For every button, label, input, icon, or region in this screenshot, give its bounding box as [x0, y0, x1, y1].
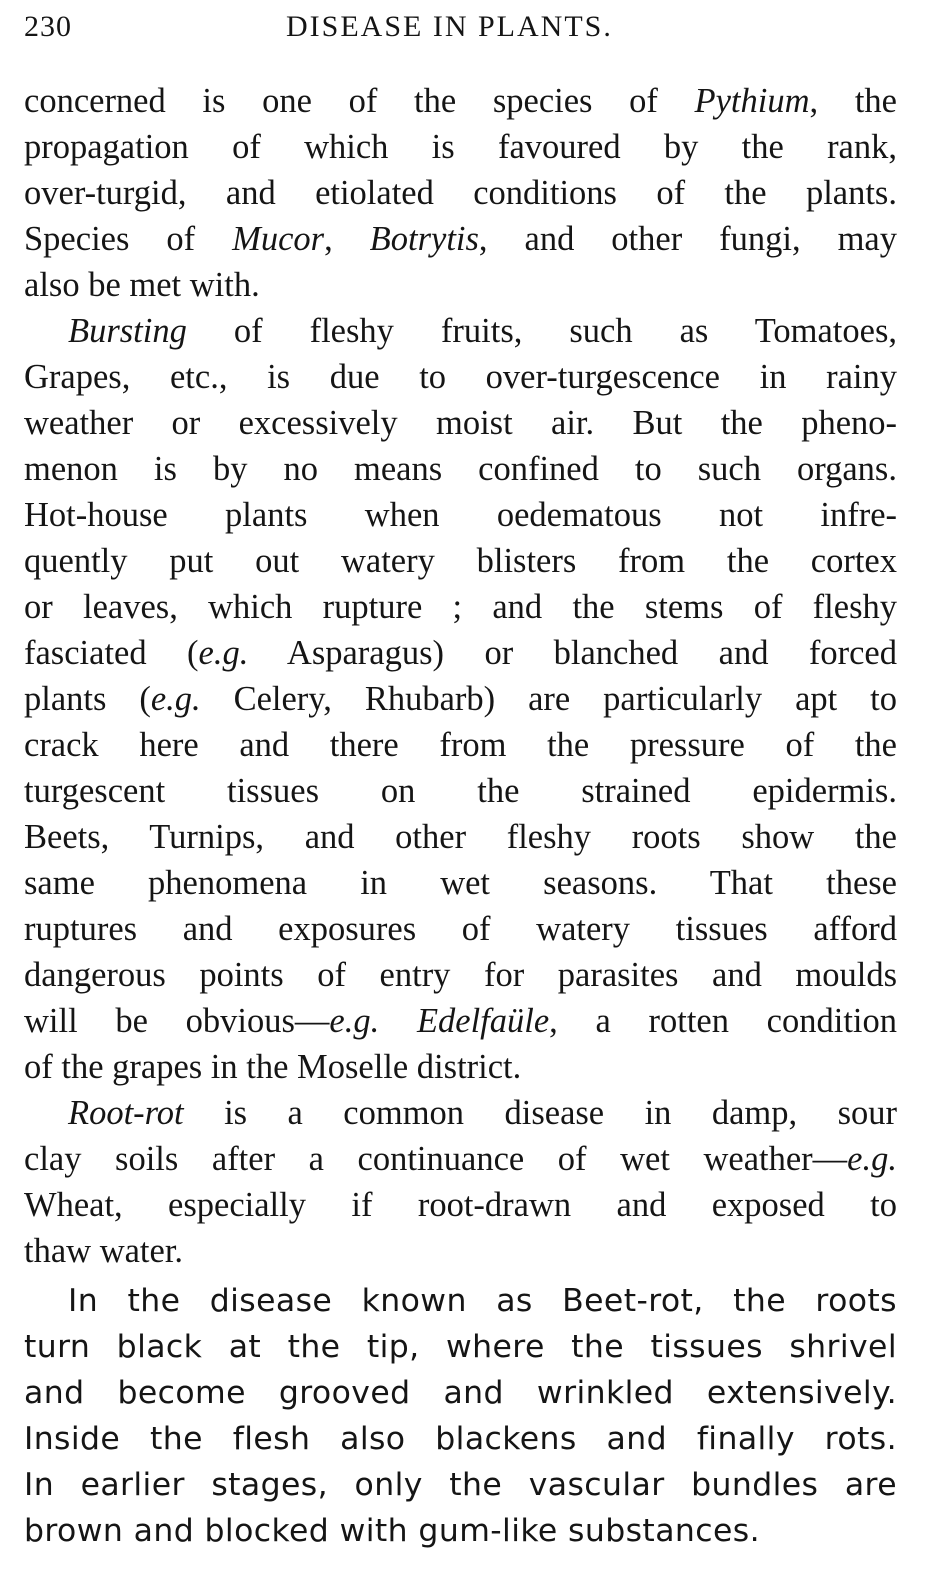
- text-run: , a rotten condition: [549, 1002, 897, 1040]
- text-line: [24, 1324, 897, 1370]
- text-run: or leaves, which rupture ; and the stems of fleshy: [24, 588, 897, 626]
- text-run: Inside the flesh also blackens and finally rots.: [24, 1421, 897, 1457]
- text-line: [24, 1278, 897, 1324]
- text-run: , the: [809, 82, 897, 120]
- text-line: [24, 998, 897, 1044]
- text-run: weather or excessively moist air. But the pheno-: [24, 404, 897, 442]
- text-line: [24, 952, 897, 998]
- text-line: [24, 1370, 897, 1416]
- text-line: [24, 630, 897, 676]
- text-run: Hot-house plants when oedematous not infre-: [24, 496, 897, 534]
- text-run: clay soils after a continuance of wet weather—: [24, 1140, 848, 1178]
- text-run: also be met with.: [24, 266, 260, 304]
- text-line: [24, 860, 897, 906]
- text-line: [24, 262, 897, 308]
- text-run: will be obvious—: [24, 1002, 330, 1040]
- page-header: [24, 10, 901, 50]
- text-run: ,: [324, 220, 370, 258]
- text-run: turgescent tissues on the strained epidermis.: [24, 772, 897, 810]
- text-run: Asparagus) or blanched and forced: [248, 634, 897, 672]
- text-run: fasciated (: [24, 634, 199, 672]
- text-line: [24, 354, 897, 400]
- text-line: [24, 124, 897, 170]
- text-run: same phenomena in wet seasons. That these: [24, 864, 897, 902]
- text-line: [24, 1228, 897, 1274]
- text-run: concerned is one of the species of: [24, 82, 695, 120]
- text-run: of the grapes in the Moselle district.: [24, 1048, 522, 1086]
- text-run: thaw water.: [24, 1232, 184, 1270]
- text-run: quently put out watery blisters from the cortex: [24, 542, 897, 580]
- text-line: [24, 584, 897, 630]
- page-number: 230: [24, 10, 72, 43]
- italic-run: e.g.: [150, 680, 201, 718]
- text-run: Species of: [24, 220, 233, 258]
- text-line: [24, 170, 897, 216]
- text-run: crack here and there from the pressure of the: [24, 726, 897, 764]
- text-line: [24, 216, 897, 262]
- text-run: Celery, Rhubarb) are particularly apt to: [200, 680, 897, 718]
- text-run: of fleshy fruits, such as Tomatoes,: [186, 312, 897, 350]
- italic-run: e.g.: [847, 1140, 897, 1178]
- text-line: [24, 492, 897, 538]
- text-run: ruptures and exposures of watery tissues afford: [24, 910, 897, 948]
- text-run: Wheat, especially if root-drawn and exposed to: [24, 1186, 897, 1224]
- text-run: Beets, Turnips, and other fleshy roots show the: [24, 818, 897, 856]
- italic-run: Root-rot: [68, 1094, 184, 1132]
- text-run: In the disease known as Beet-rot, the roots: [68, 1283, 897, 1319]
- text-line: [24, 1462, 897, 1508]
- text-run: and become grooved and wrinkled extensively.: [24, 1375, 897, 1411]
- text-run: brown and blocked with gum-like substances.: [24, 1513, 760, 1549]
- text-line: [24, 1090, 897, 1136]
- text-run: Grapes, etc., is due to over-turgescence in rainy: [24, 358, 897, 396]
- text-run: dangerous points of entry for parasites and moulds: [24, 956, 897, 994]
- text-line: [24, 722, 897, 768]
- text-line: [24, 400, 897, 446]
- text-line: [24, 1136, 897, 1182]
- italic-run: e.g.: [198, 634, 249, 672]
- text-run: propagation of which is favoured by the rank,: [24, 128, 897, 166]
- italic-run: Edelfaüle: [416, 1002, 550, 1040]
- text-line: [24, 906, 897, 952]
- text-line: [24, 446, 897, 492]
- text-line: [24, 308, 897, 354]
- text-line: [24, 1416, 897, 1462]
- text-line: [24, 676, 897, 722]
- text-line: [24, 78, 897, 124]
- running-title: DISEASE IN PLANTS.: [286, 10, 613, 43]
- text-run: plants (: [24, 680, 151, 718]
- italic-run: Mucor: [232, 220, 325, 258]
- text-run: over-turgid, and etiolated conditions of the plants.: [24, 174, 897, 212]
- text-line: [24, 1182, 897, 1228]
- italic-run: Pythium: [694, 82, 810, 120]
- text-line: [24, 538, 897, 584]
- text-run: [379, 1002, 417, 1040]
- italic-run: Botrytis: [369, 220, 479, 258]
- text-line: [24, 1508, 897, 1554]
- text-run: menon is by no means confined to such organs.: [24, 450, 897, 488]
- italic-run: e.g.: [329, 1002, 380, 1040]
- italic-run: Bursting: [68, 312, 187, 350]
- text-line: [24, 768, 897, 814]
- text-line: [24, 814, 897, 860]
- body-text: [24, 78, 897, 1554]
- text-line: [24, 1044, 897, 1090]
- text-run: , and other fungi, may: [478, 220, 897, 258]
- text-run: In earlier stages, only the vascular bundles are: [24, 1467, 897, 1503]
- text-run: turn black at the tip, where the tissues shrivel: [24, 1329, 897, 1365]
- text-run: is a common disease in damp, sour: [183, 1094, 897, 1132]
